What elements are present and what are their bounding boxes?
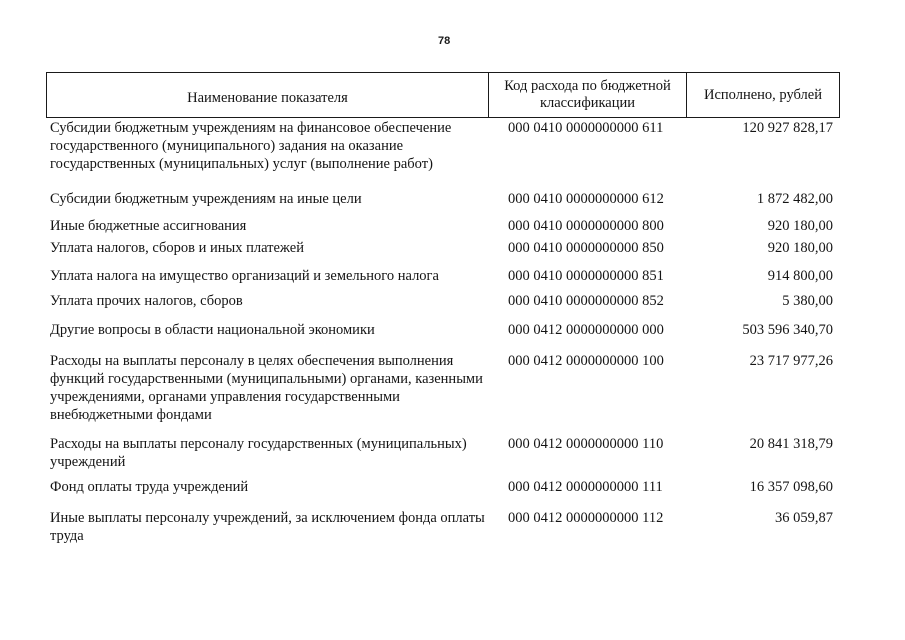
- row-name: Уплата налогов, сборов и иных платежей: [50, 240, 304, 256]
- row-name: Иные бюджетные ассигнования: [50, 218, 247, 234]
- row-value: 914 800,00: [767, 268, 833, 284]
- row-code: 000 0410 0000000000 852: [508, 293, 664, 309]
- row-code: 000 0412 0000000000 100: [508, 353, 664, 369]
- row-name: Субсидии бюджетным учреждениям на финансовое обеспечение государственного (муниципального) задания на оказание государственных (муниципальных) услуг (выполнение работ): [50, 120, 452, 172]
- row-value: 503 596 340,70: [742, 322, 833, 338]
- row-code: 000 0412 0000000000 111: [508, 479, 663, 495]
- page-number: 78: [438, 35, 451, 47]
- row-value: 36 059,87: [775, 510, 833, 526]
- header-name-column: Наименование показателя: [47, 73, 489, 117]
- row-value: 120 927 828,17: [742, 120, 833, 136]
- row-name: Уплата налога на имущество организаций и земельного налога: [50, 268, 439, 284]
- row-value: 20 841 318,79: [749, 436, 833, 452]
- row-name: Другие вопросы в области национальной экономики: [50, 322, 375, 338]
- row-value: 23 717 977,26: [749, 353, 833, 369]
- row-name: Расходы на выплаты персоналу государственных (муниципальных) учреждений: [50, 436, 467, 470]
- row-value: 16 357 098,60: [749, 479, 833, 495]
- row-code: 000 0412 0000000000 112: [508, 510, 664, 526]
- header-value-column: Исполнено, рублей: [704, 86, 822, 103]
- row-value: 1 872 482,00: [756, 191, 833, 207]
- row-code: 000 0412 0000000000 000: [508, 322, 664, 338]
- row-code: 000 0410 0000000000 612: [508, 191, 664, 207]
- row-name: Субсидии бюджетным учреждениям на иные цели: [50, 191, 362, 207]
- row-code: 000 0412 0000000000 110: [508, 436, 664, 452]
- row-name: Уплата прочих налогов, сборов: [50, 293, 243, 309]
- row-value: 920 180,00: [767, 240, 833, 256]
- row-name: Фонд оплаты труда учреждений: [50, 479, 249, 495]
- row-code: 000 0410 0000000000 611: [508, 120, 664, 136]
- row-value: 5 380,00: [782, 293, 833, 309]
- row-code: 000 0410 0000000000 800: [508, 218, 664, 234]
- row-code: 000 0410 0000000000 850: [508, 240, 664, 256]
- row-code: 000 0410 0000000000 851: [508, 268, 664, 284]
- row-name: Иные выплаты персоналу учреждений, за исключением фонда оплаты труда: [50, 510, 485, 544]
- header-code-column: Код расхода по бюджетной классификации: [489, 73, 687, 117]
- row-value: 920 180,00: [767, 218, 833, 234]
- row-name: Расходы на выплаты персоналу в целях обеспечения выполнения функций государственными (муниципальными) органами, казенными учреждениями, органами управления государственными внебюджетными фондами: [50, 353, 483, 423]
